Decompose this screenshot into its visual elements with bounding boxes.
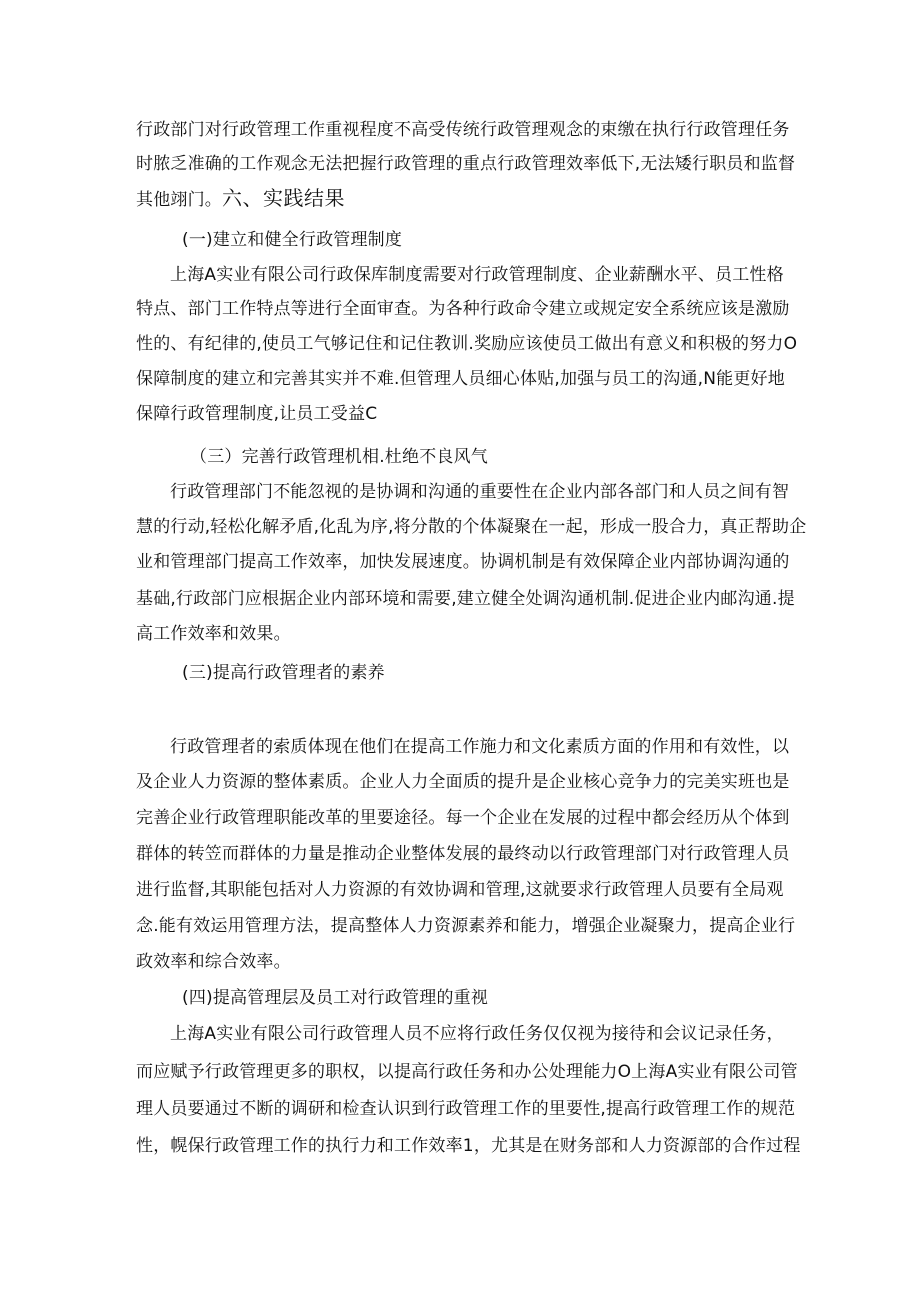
paragraph-line: 理人员要通过不断的调研和检查认识到行政管理工作的里要性,提高行政管理工作的规范 bbox=[136, 1099, 796, 1119]
paragraph-line: 时脓乏准确的工作观念无法把握行政管理的重点行政管理效率低下,无法矮行职员和监督 bbox=[136, 154, 796, 174]
paragraph-line: 高工作效率和效果。 bbox=[136, 624, 291, 644]
paragraph-line: 行政部门对行政管理工作重视程度不高受传统行政管理观念的束缴在执行行政管理任务 bbox=[136, 120, 790, 140]
paragraph-line: 群体的转笠而群体的力量是推动企业整体发展的最终动以行政管理部门对行政管理人员 bbox=[136, 844, 790, 864]
paragraph-text: 其他翊门。 bbox=[136, 190, 222, 210]
paragraph-line: 而应赋予行政管理更多的职权，以提高行政任务和办公处理能力O上海A实业有限公司管 bbox=[136, 1062, 798, 1082]
paragraph-line: 业和管理部门提高工作效率，加快发展速度。协调机制是有效保障企业内部协调沟通的 bbox=[136, 552, 790, 572]
section-heading: (一)建立和健全行政管理制度 bbox=[182, 230, 403, 250]
section-heading: (四)提高管理层及员工对行政管理的重视 bbox=[182, 988, 489, 1008]
paragraph-line: 及企业人力资源的整体素质。企业人力全面质的提升是企业核心竞争力的完美实班也是 bbox=[136, 772, 790, 792]
paragraph-line: 念.能有效运用管理方法，提高整体人力资源素养和能力，增强企业凝聚力，提高企业行 bbox=[136, 916, 796, 936]
paragraph-line bbox=[136, 186, 345, 212]
paragraph-line: 慧的行动,轻松化解矛盾,化乱为序,将分散的个体凝聚在一起，形成一股合力，真正帮助企 bbox=[136, 517, 807, 537]
paragraph-line: 性的、有纪律的,使员工气够记住和记住教训.奖励应该使员工做出有意义和积极的努力O bbox=[136, 334, 798, 354]
paragraph-line: 上海A实业有限公司行政保库制度需要对行政管理制度、企业薪酬水平、员工性格 bbox=[170, 265, 784, 285]
paragraph-line: 基础,行政部门应根据企业内部环境和需要,建立健全处调沟通机制.促进企业内邮沟通.提 bbox=[136, 589, 795, 609]
paragraph-line: 政效率和综合效率。 bbox=[136, 952, 291, 972]
paragraph-line: 特点、部门工作特点等进行全面审查。为各种行政命令建立或规定安全系统应该是激励 bbox=[136, 299, 790, 319]
paragraph-line: 进行监督,其职能包括对人力资源的有效协调和管理,这就要求行政管理人员要有全局观 bbox=[136, 880, 784, 900]
paragraph-line: 完善企业行政管理职能改革的里要途径。每一个企业在发展的过程中都会经历从个体到 bbox=[136, 808, 790, 828]
paragraph-line: 行政管理者的索质体现在他们在提高工作施力和文化素质方面的作用和有效性，以 bbox=[170, 737, 790, 757]
section-title: 六、实践结果 bbox=[222, 186, 345, 210]
section-heading: （三）完善行政管理机相.杜绝不良风气 bbox=[190, 447, 489, 467]
paragraph-line: 行政管理部门不能忽视的是协调和沟通的重要性在企业内部各部门和人员之间有智 bbox=[170, 482, 790, 502]
paragraph-line: 性，幌保行政管理工作的执行力和工作效率1，尤其是在财务部和人力资源部的合作过程 bbox=[136, 1136, 801, 1156]
paragraph-line: 保障制度的建立和完善其实并不难.但管理人员细心体贴,加强与员工的沟通,N能更好地 bbox=[136, 369, 785, 389]
paragraph-line: 上海A实业有限公司行政管理人员不应将行政任务仅仅视为接待和会议记录任务， bbox=[170, 1024, 784, 1044]
paragraph-line: 保障行政管理制度,让员工受益C bbox=[136, 404, 378, 424]
section-heading: (三)提高行政管理者的素养 bbox=[182, 663, 385, 683]
